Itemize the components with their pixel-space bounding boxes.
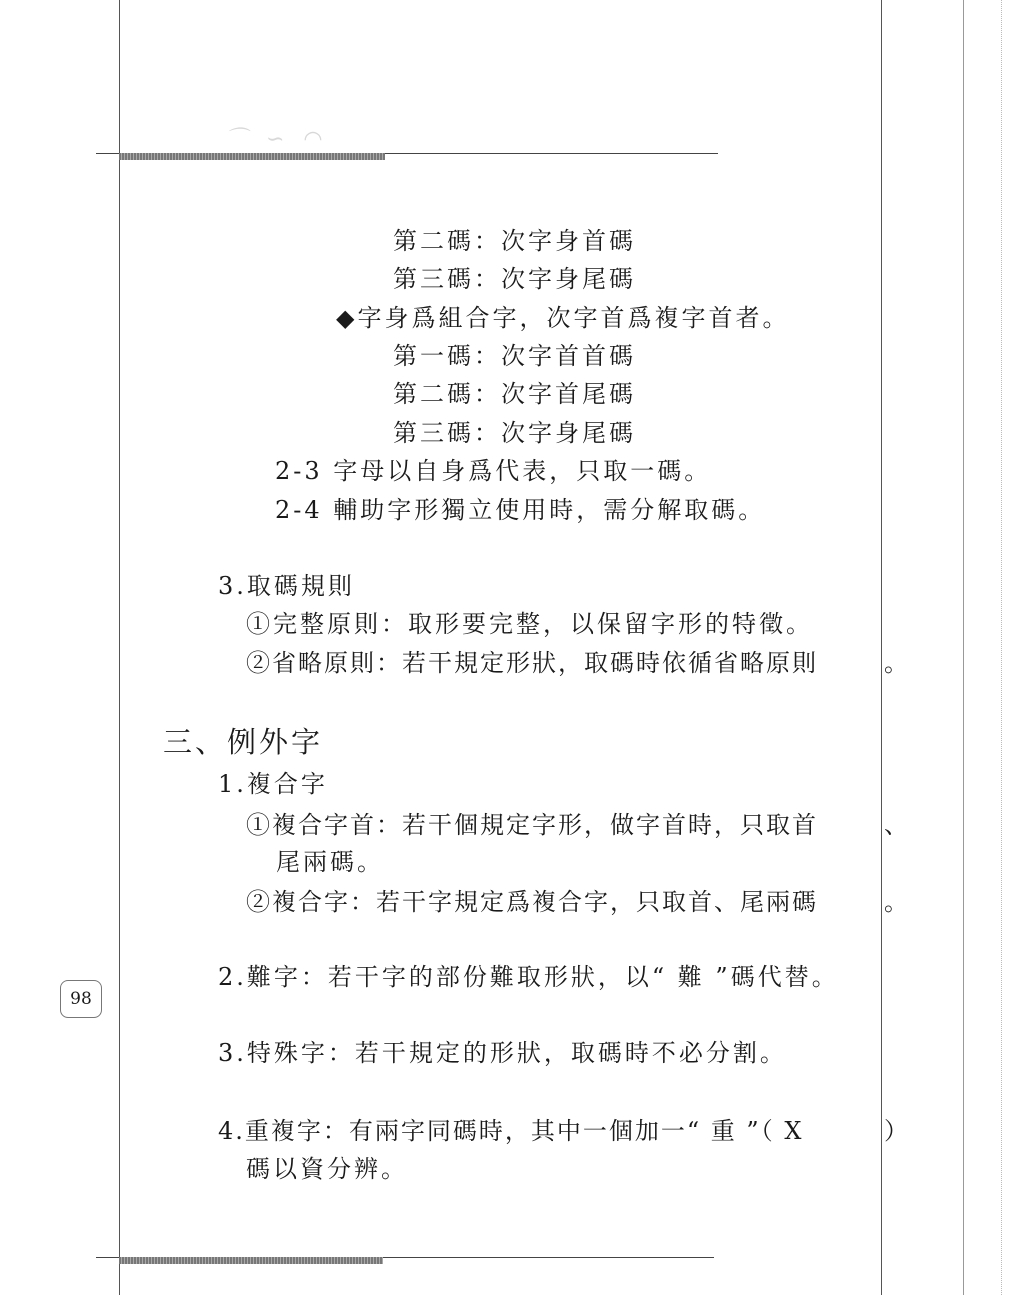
item-1-a-cont: 尾兩碼。 [276, 848, 384, 876]
text-line-6: 第三碼：次字身尾碼 [393, 419, 636, 447]
item-1-a: ①複合字首：若干個規定字形，做字首時，只取首 [246, 811, 818, 839]
footer-bar [119, 1257, 383, 1264]
item-1-a-end: 、 [884, 811, 911, 839]
rule-1: ①完整原則：取形要完整，以保留字形的特徵。 [246, 610, 813, 638]
item-1-title: 1.複合字 [218, 770, 328, 798]
page-number: 98 [60, 980, 102, 1018]
text-line-7: 2-3 字母以自身爲代表，只取一碼。 [275, 457, 712, 485]
item-4-end: ） [884, 1117, 911, 1145]
right-edge-line [963, 0, 964, 1295]
text-line-3: ◆字身爲組合字，次字首爲複字首者。 [336, 304, 790, 332]
item-2: 2.難字：若干字的部份難取形狀，以“ 難 ”碼代替。 [218, 963, 839, 991]
text-line-4: 第一碼：次字首首碼 [393, 342, 636, 370]
text-line-8: 2-4 輔助字形獨立使用時，需分解取碼。 [275, 496, 766, 524]
rule-2: ②省略原則：若干規定形狀，取碼時依循省略原則 [246, 649, 818, 677]
text-line-5: 第二碼：次字首尾碼 [393, 380, 636, 408]
rules-title: 3.取碼規則 [218, 572, 355, 600]
item-1-b: ②複合字：若干字規定爲複合字，只取首、尾兩碼 [246, 888, 818, 916]
header-bar [119, 153, 385, 160]
right-dotted-line [1001, 0, 1002, 1295]
item-4-cont: 碼以資分辨。 [246, 1155, 408, 1183]
text-line-2: 第三碼：次字身尾碼 [393, 265, 636, 293]
left-margin-line [119, 0, 120, 1295]
right-margin-line [881, 0, 882, 1295]
item-1-b-end: 。 [884, 888, 911, 916]
item-4: 4.重複字：有兩字同碼時，其中一個加一“ 重 ”（ X [218, 1117, 804, 1145]
header-watermark: ⌒ ∽ ◠ [225, 127, 329, 152]
item-3: 3.特殊字：若干規定的形狀，取碼時不必分割。 [218, 1039, 787, 1067]
section-title: 三、例外字 [163, 725, 324, 759]
text-line-1: 第二碼：次字身首碼 [393, 227, 636, 255]
rule-2-end: 。 [884, 649, 911, 677]
